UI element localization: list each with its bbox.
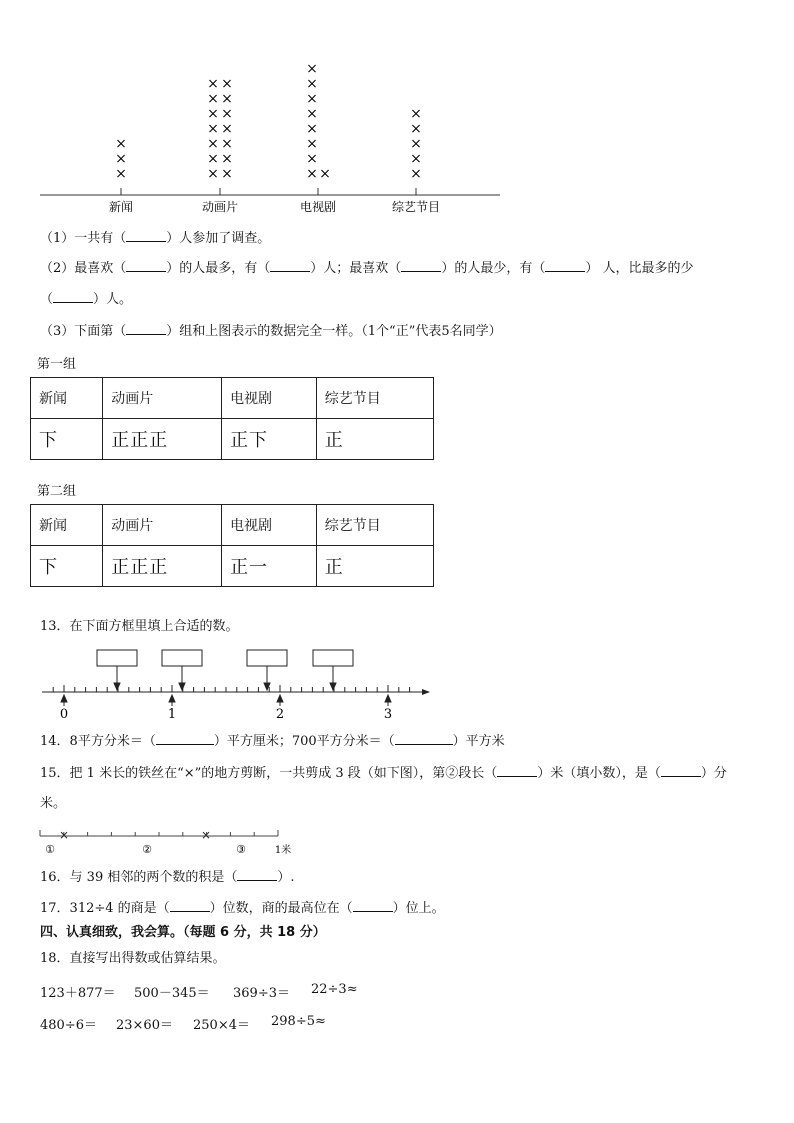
cut-mark-icon: × <box>58 828 70 842</box>
group-1-label: 第一组 <box>37 357 77 372</box>
q1-text-end: ）人参加了调查。 <box>166 231 271 246</box>
tally-mark: × <box>207 91 219 107</box>
tally-mark: × <box>221 166 233 182</box>
tally-mark: × <box>221 106 233 122</box>
answer-blank[interactable] <box>53 290 93 303</box>
question-15-cont: 米。 <box>40 796 67 811</box>
header-cell: 综艺节目 <box>316 378 433 419</box>
q17-text: ）位数，商的最高位在（ <box>209 901 353 916</box>
tally-mark: × <box>207 76 219 92</box>
tick-label: 0 <box>59 707 69 722</box>
tally-mark: × <box>207 136 219 152</box>
category-label: 动画片 <box>201 200 239 214</box>
q2-text: ）人。 <box>93 292 133 307</box>
answer-blank[interactable] <box>270 259 310 272</box>
answer-box[interactable] <box>97 650 137 666</box>
category-label: 电视剧 <box>299 200 337 214</box>
tally-cell: 下 <box>31 419 103 460</box>
question-1 <box>40 229 270 248</box>
q3-text: ）组和上图表示的数据完全一样。（1个“正”代表5名同学） <box>166 324 502 339</box>
q14-text: ）平方米 <box>452 734 505 749</box>
answer-blank[interactable] <box>126 229 166 242</box>
tally-mark: × <box>306 91 318 107</box>
tick-label: 2 <box>275 707 285 722</box>
cut-mark-icon: × <box>200 828 212 842</box>
tally-mark: × <box>306 121 318 137</box>
calc-item: 123＋877＝ <box>40 986 116 1001</box>
answer-box[interactable] <box>247 650 287 666</box>
tally-mark: × <box>115 136 127 152</box>
tally-mark: × <box>410 136 422 152</box>
tick-label: 1 <box>167 707 177 722</box>
tally-mark: × <box>115 166 127 182</box>
calc-item: 22÷3≈ <box>311 982 358 997</box>
answer-box[interactable] <box>162 650 202 666</box>
answer-blank[interactable] <box>353 899 393 912</box>
category-label: 综艺节目 <box>391 200 441 214</box>
tick-label: 3 <box>383 707 393 722</box>
category-label: 新闻 <box>108 200 134 214</box>
header-cell: 电视剧 <box>222 505 317 546</box>
tally-mark: × <box>207 106 219 122</box>
header-cell: 新闻 <box>31 505 103 546</box>
answer-blank[interactable] <box>170 899 210 912</box>
tally-mark: × <box>221 91 233 107</box>
tally-mark: × <box>221 76 233 92</box>
tally-mark: × <box>306 151 318 167</box>
tally-mark: × <box>115 151 127 167</box>
segment-label: ① <box>45 843 55 856</box>
q16-text: ）. <box>277 870 295 885</box>
tally-mark: × <box>221 121 233 137</box>
header-cell: 动画片 <box>103 505 222 546</box>
calc-item: 250×4＝ <box>193 1018 250 1033</box>
q15-text: 15．把 1 米长的铁丝在“×”的地方剪断，一共剪成 3 段（如下图），第②段长（ <box>40 766 498 781</box>
q2-text: ） 人，比最多的少 <box>585 261 694 276</box>
group-2-label: 第二组 <box>37 484 77 499</box>
answer-blank[interactable] <box>395 732 453 745</box>
tally-cell: 正一 <box>222 546 317 587</box>
wire-diagram <box>0 822 300 858</box>
calc-item: 23×60＝ <box>116 1018 173 1033</box>
section-heading: 四、认真细致，我会算。（每题 6 分，共 18 分） <box>40 925 326 940</box>
q17-text: 17．312÷4 的商是（ <box>40 901 170 916</box>
question-14 <box>40 732 505 751</box>
tally-mark: × <box>319 166 331 182</box>
number-line <box>0 645 440 725</box>
tally-cell: 下 <box>31 546 103 587</box>
question-16 <box>40 868 295 887</box>
tally-mark: × <box>410 121 422 137</box>
answer-blank[interactable] <box>661 764 701 777</box>
tally-mark: × <box>221 151 233 167</box>
tally-mark: × <box>221 136 233 152</box>
header-cell: 电视剧 <box>222 378 317 419</box>
end-label: 1米 <box>274 845 292 856</box>
tally-mark: × <box>410 106 422 122</box>
answer-blank[interactable] <box>126 322 166 335</box>
question-17 <box>40 899 445 918</box>
calc-item: 500－345＝ <box>134 986 210 1001</box>
q2-text: （ <box>40 292 54 307</box>
calc-item: 369÷3＝ <box>233 986 290 1001</box>
tally-mark: × <box>306 61 318 77</box>
q15-text: ）米（填小数），是（ <box>537 766 661 781</box>
tally-mark: × <box>207 121 219 137</box>
question-2 <box>40 259 693 278</box>
tally-cell: 正 <box>316 419 433 460</box>
answer-blank[interactable] <box>545 259 585 272</box>
q2-text: ）人；最喜欢（ <box>310 261 402 276</box>
q2-text: （2）最喜欢（ <box>40 261 127 276</box>
answer-blank[interactable] <box>497 764 537 777</box>
header-cell: 综艺节目 <box>316 505 433 546</box>
pictograph-chart <box>0 61 520 220</box>
header-cell: 动画片 <box>103 378 222 419</box>
tally-mark: × <box>410 166 422 182</box>
calc-item: 480÷6＝ <box>40 1018 97 1033</box>
q14-text: 14．8平方分米＝（ <box>40 734 156 749</box>
q3-text: （3）下面第（ <box>40 324 127 339</box>
answer-blank[interactable] <box>156 732 214 745</box>
tally-mark: × <box>306 76 318 92</box>
q1-text: （1）一共有（ <box>40 231 127 246</box>
question-15 <box>40 764 727 783</box>
answer-blank[interactable] <box>126 259 166 272</box>
tally-cell: 正正正 <box>103 546 222 587</box>
tally-cell: 正正正 <box>103 419 222 460</box>
segment-label: ② <box>142 843 152 856</box>
tally-cell: 正 <box>316 546 433 587</box>
question-3 <box>40 322 502 341</box>
q15-text: ）分 <box>700 766 727 781</box>
answer-blank[interactable] <box>401 259 441 272</box>
q16-text: 16．与 39 相邻的两个数的积是（ <box>40 870 238 885</box>
answer-box[interactable] <box>313 650 353 666</box>
tally-cell: 正下 <box>222 419 317 460</box>
group-2-table <box>30 504 434 587</box>
q17-text: ）位上。 <box>392 901 445 916</box>
segment-label: ③ <box>236 843 246 856</box>
group-1-table <box>30 377 434 460</box>
q14-text: ）平方厘米；700平方分米＝（ <box>213 734 395 749</box>
question-13: 13．在下面方框里填上合适的数。 <box>40 619 239 634</box>
tally-mark: × <box>306 166 318 182</box>
q2-text: ）的人最少，有（ <box>441 261 546 276</box>
tally-mark: × <box>207 151 219 167</box>
header-cell: 新闻 <box>31 378 103 419</box>
calc-item: 298÷5≈ <box>271 1014 326 1029</box>
tally-mark: × <box>306 106 318 122</box>
answer-blank[interactable] <box>237 868 277 881</box>
tally-mark: × <box>306 136 318 152</box>
tally-mark: × <box>207 166 219 182</box>
question-18: 18．直接写出得数或估算结果。 <box>40 951 226 966</box>
question-2-cont <box>40 290 132 309</box>
tally-mark: × <box>410 151 422 167</box>
q2-text: ）的人最多，有（ <box>166 261 271 276</box>
